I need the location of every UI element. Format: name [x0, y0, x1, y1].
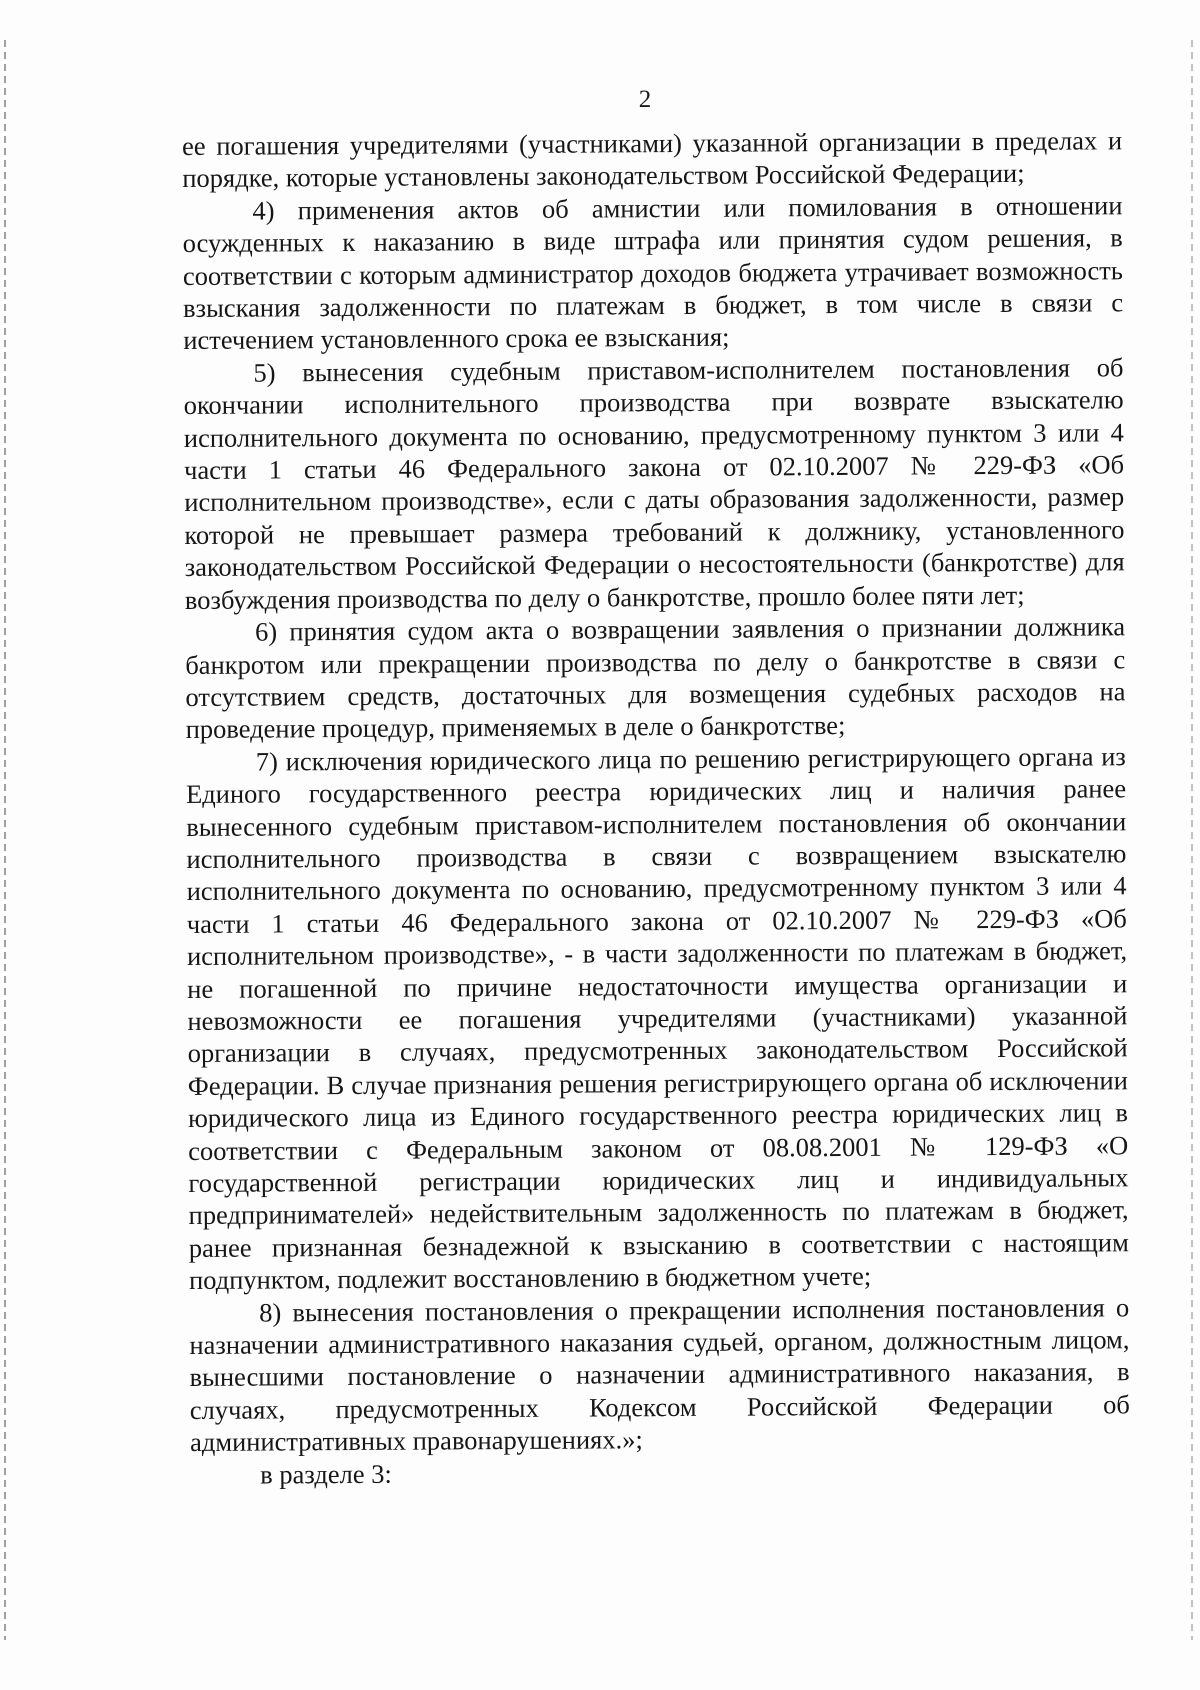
scan-right-edge — [1191, 40, 1193, 1640]
paragraph-continuation: ее погашения учредителями (участниками) указанной организации в пределах и порядке, которые установлены законодательством Российской Федерации; — [182, 125, 1123, 194]
paragraph-item-6: 6) принятия судом акта о возвращении заявления о признании должника банкротом или прекращении производства по делу о банкротстве в связи с отсутствием средств, достаточных для возмещения судебных расходов на проведение процедур, применяемых в деле о банкротстве; — [185, 611, 1126, 745]
page-number: 2 — [638, 86, 652, 113]
paragraph-item-7: 7) исключения юридического лица по решению регистрирующего органа из Единого государственного реестра юридических лиц и наличия ранее вынесенного судебным приставом-исполнителем постановления об окончании исполнительного производства в связи с возвращением взыскателю исполнительного документа по основанию, предусмотренному пунктом 3 или 4 части 1 статьи 46 Федерального закона от 02.10.2007 № 229-ФЗ «Об исполнительном производстве», - в части задолженности по платежам в бюджет, не погашенной по причине недостаточности имущества организации и невозможности ее погашения учредителями (участниками) указанной организации в случаях, предусмотренных законодательством Российской Федерации. В случае признания решения регистрирующего органа об исключении юридического лица из Единого государственного реестра юридических лиц в соответствии с Федеральным законом от 08.08.2001 № 129-ФЗ «О государственной регистрации юридических лиц и индивидуальных предпринимателей» недействительным задолженность по платежам в бюджет, ранее признанная безнадежной к взысканию в соответствии с настоящим подпунктом, подлежит восстановлению в бюджетном учете; — [185, 740, 1129, 1296]
document-body — [182, 124, 1130, 1491]
paragraph-item-4: 4) применения актов об амнистии или помилования в отношении осужденных к наказанию в виде штрафа или принятия судом решения, в соответствии с которым администратор доходов бюджета утрачивает возможность взыскания задолженности по платежам в бюджет, в том числе в связи с истечением установленного срока ее взыскания; — [182, 190, 1124, 356]
scan-left-edge — [4, 40, 6, 1640]
paragraph-item-8: 8) вынесения постановления о прекращении исполнения постановления о назначении административного наказания судьей, органом, должностным лицом, вынесшими постановление о назначении административного наказания, в случаях, предусмотренных Кодексом Российской Федерации об административных правонарушениях.»; — [189, 1291, 1130, 1458]
paragraph-section-3: в разделе 3: — [260, 1458, 392, 1490]
paragraph-item-5: 5) вынесения судебным приставом-исполнителем постановления об окончании исполнительного производства при возврате взыскателю исполнительного документа по основанию, предусмотренному пунктом 3 или 4 части 1 статьи 46 Федерального закона от 02.10.2007 № 229-ФЗ «Об исполнительном производстве», если с даты образования задолженности, размер которой не превышает размера требований к должнику, установленного законодательством Российской Федерации о несостоятельности (банкротстве) для возбуждения производства по делу о банкротстве, прошло более пяти лет; — [183, 352, 1125, 615]
